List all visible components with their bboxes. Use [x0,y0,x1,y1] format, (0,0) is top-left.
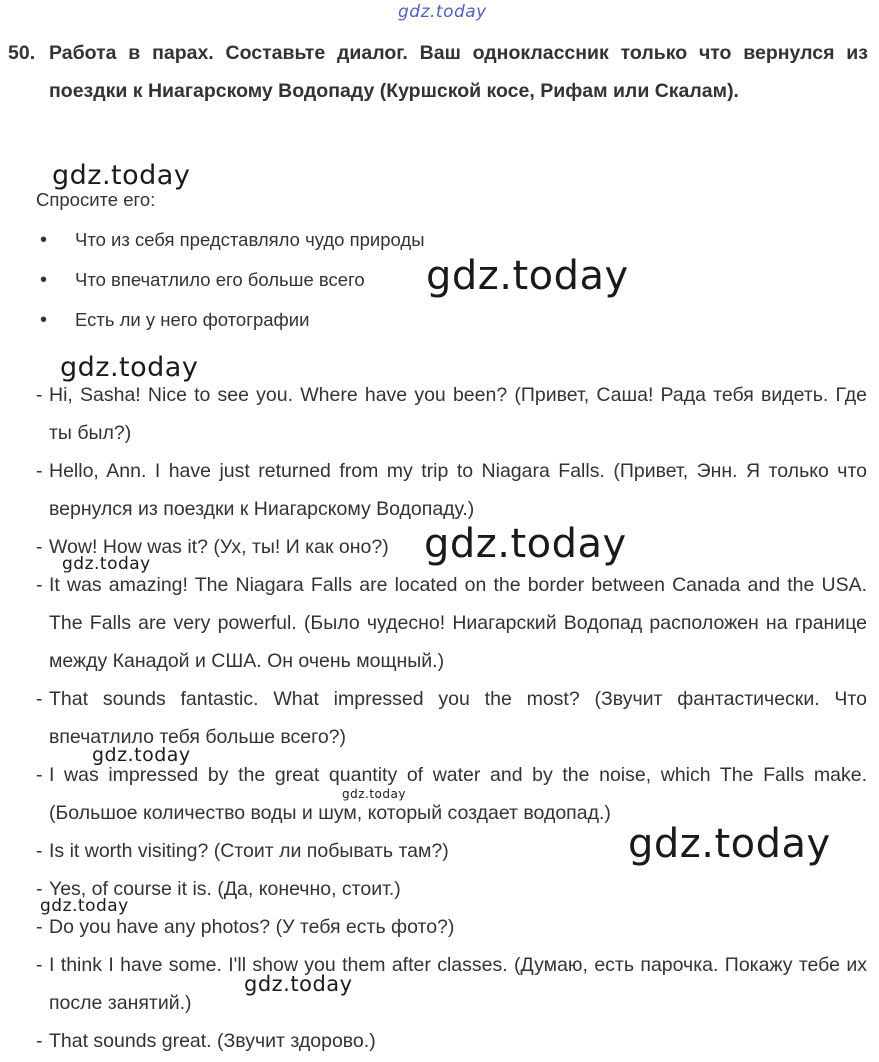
dialog-line: - That sounds fantastic. What impressed you the most? (Звучит фантастически. Что впечатлило тебя больше всего?) [36,688,867,748]
watermark: gdz.today [244,972,353,996]
list-item: • Есть ли у него фотографии [40,309,310,331]
watermark: gdz.today [426,253,629,299]
watermark: gdz.today [52,160,191,191]
bullet-icon: • [40,229,48,251]
watermark: gdz.today [60,352,199,383]
dialog-line: - I was impressed by the great quantity of water and by the noise, which The Falls make. (Большое количество воды и шум, который создает водопад.) [36,764,867,824]
dialog-line: - Hello, Ann. I have just returned from my trip to Niagara Falls. (Привет, Энн. Я только что вернулся из поездки к Ниагарскому Водопаду.) [36,460,867,520]
prompt-text: Спросите его: [36,189,156,210]
dialog-line: - It was amazing! The Niagara Falls are located on the border between Canada and the USA. The Falls are very powerful. (Было чудесно! Ниагарский Водопад расположен на границе между Канадой и США. Он очень мощный.) [36,574,867,672]
question-list [40,227,425,347]
list-item: • Что из себя представляло чудо природы [40,229,425,251]
bullet-icon: • [40,269,48,291]
watermark: gdz.today [40,896,129,916]
dialog-line: - Yes, of course it is. (Да, конечно, стоит.) [36,878,401,900]
dialog [36,376,867,1060]
dialog-line: - Hi, Sasha! Nice to see you. Where have you been? (Привет, Саша! Рада тебя видеть. Где ты был?) [36,384,867,444]
task-heading [8,34,868,110]
watermark: gdz.today [628,821,831,867]
watermark: gdz.today [424,521,627,567]
task-number: 50. [8,42,36,64]
watermark: gdz.today [342,787,406,801]
list-item: • Что впечатлило его больше всего [40,269,365,291]
bullet-icon: • [40,309,48,331]
dialog-line: - Is it worth visiting? (Стоит ли побывать там?) [36,840,449,862]
task-text: Работа в парах. Составьте диалог. Ваш одноклассник только что вернулся из поездки к Ниагарскому Водопаду (Куршской косе, Рифам или Скалам). [49,42,868,102]
watermark-top: gdz.today [398,2,487,22]
dialog-line: - Do you have any photos? (У тебя есть фото?) [36,916,455,938]
dialog-line: - That sounds great. (Звучит здорово.) [36,1030,376,1052]
dialog-line: - Wow! How was it? (Ух, ты! И как оно?) [36,536,389,558]
watermark: gdz.today [62,554,151,574]
watermark: gdz.today [92,744,191,766]
dialog-line: - I think I have some. I'll show you them after classes. (Думаю, есть парочка. Покажу тебе их после занятий.) [36,954,867,1014]
